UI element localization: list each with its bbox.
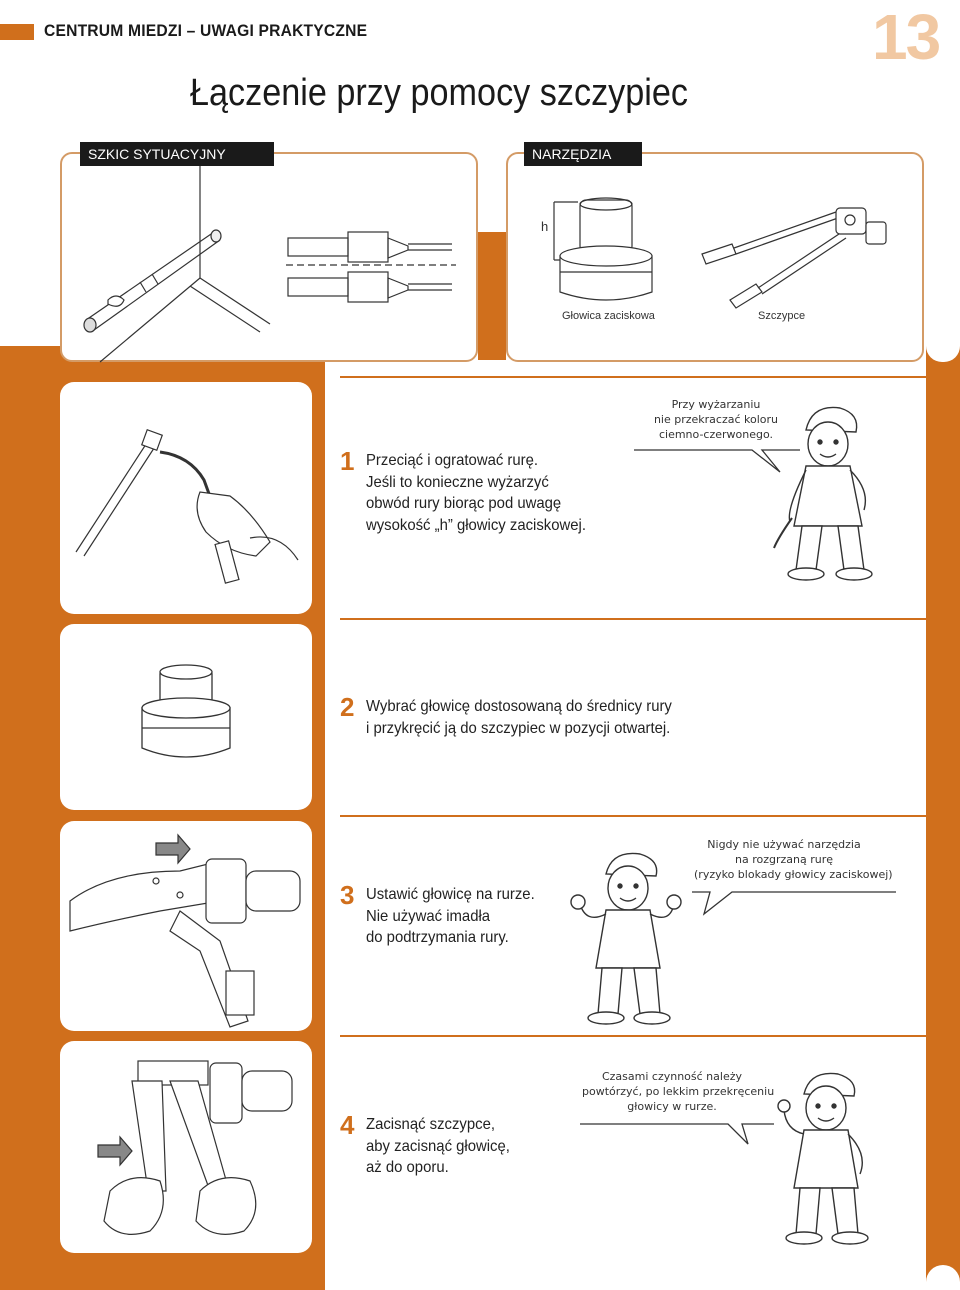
step-3-line: Nie używać imadła	[366, 907, 491, 925]
separator-3	[340, 815, 926, 817]
mascot-worker-thumbs-icon	[570, 848, 690, 1028]
mascot-worker-icon	[776, 400, 886, 584]
step-1-line: obwód rury biorąc pod uwagę	[366, 495, 562, 513]
step-1-line: Jeśli to konieczne wyżarzyć	[366, 473, 549, 491]
step-2-illustration	[60, 624, 312, 810]
step-4-illustration	[60, 1041, 312, 1253]
step-1-line: wysokość „h” głowicy zaciskowej.	[366, 516, 586, 534]
step-2-line: i przykręcić ją do szczypiec w pozycji otwartej.	[366, 719, 671, 737]
right-orange-band	[926, 346, 960, 1290]
separator-4l	[0, 1035, 60, 1037]
tools-illustration	[506, 152, 924, 362]
top-left-orange-strip	[0, 346, 60, 360]
step-4-text	[366, 1114, 510, 1179]
page-title: Łączenie przy pomocy szczypiec	[190, 72, 689, 114]
mascot-worker-pointing-icon	[772, 1066, 882, 1248]
head-caption: Głowica zaciskowa	[562, 310, 655, 322]
step-2-number: 2	[340, 692, 355, 722]
separator-1r	[340, 376, 926, 378]
separator-3l	[0, 815, 60, 817]
separator-1	[0, 376, 60, 378]
separator-4	[340, 1035, 926, 1037]
separator-2	[340, 618, 926, 620]
header-accent-bar	[0, 24, 34, 40]
pipe-sketch-illustration	[60, 152, 478, 362]
step-1-speech-bubble: Przy wyżarzaniu nie przekraczać koloru ciemno-czerwonego.	[653, 398, 779, 441]
step-4-line: aż do oporu.	[366, 1159, 449, 1177]
separator-2l	[0, 618, 60, 620]
step-4-line: aby zacisnąć głowicę,	[366, 1137, 510, 1155]
sketch-tag: SZKIC SYTUACYJNY	[80, 142, 274, 166]
h-label: h	[541, 219, 549, 234]
mid-orange-block	[478, 232, 506, 360]
step-3-text	[366, 884, 535, 949]
step-4-number: 4	[340, 1110, 355, 1140]
step-3-number: 3	[340, 880, 355, 910]
step-4-bubble-tail	[578, 1118, 778, 1148]
step-1-number: 1	[340, 446, 355, 476]
step-3-illustration	[60, 821, 312, 1031]
step-3-speech-bubble: Nigdy nie używać narzędzia na rozgrzaną rurę (ryzyko blokady głowicy zaciskowej)	[694, 838, 893, 881]
step-3-bubble-tail	[690, 886, 900, 916]
step-2-text	[366, 696, 672, 739]
tools-tag: NARZĘDZIA	[524, 142, 642, 166]
step-3-line: do podtrzymania rury.	[366, 929, 509, 947]
step-3-line: Ustawić głowicę na rurze.	[366, 886, 535, 903]
step-1-text	[366, 450, 586, 536]
step-4-speech-bubble: Czasami czynność należy powtórzyć, po lekkim przekręceniu głowicy w rurze.	[582, 1070, 775, 1113]
step-2-line: Wybrać głowicę dostosowaną do średnicy rury	[366, 698, 672, 715]
section-title: CENTRUM MIEDZI – UWAGI PRAKTYCZNE	[44, 21, 368, 40]
step-1-line: Przeciąć i ogratować rurę.	[366, 452, 539, 469]
step-4-line: Zacisnąć szczypce,	[366, 1116, 496, 1133]
pliers-caption: Szczypce	[758, 310, 806, 322]
page-number: 13	[872, 1, 940, 73]
step-1-illustration	[60, 382, 312, 614]
